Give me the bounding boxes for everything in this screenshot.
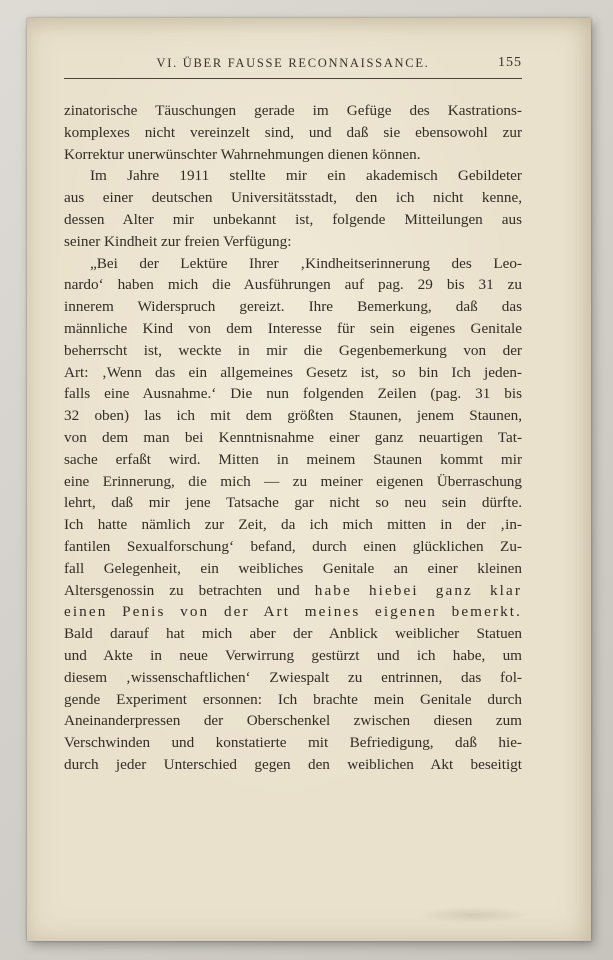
text-segment: und Akte in neue Verwirrung gestürzt und ich habe, um: [64, 646, 522, 664]
text-line: [64, 231, 522, 253]
ink-bleedthrough-mark: [419, 907, 529, 923]
text-line: [64, 144, 522, 166]
book-page: [27, 18, 591, 941]
running-title: VI. ÜBER FAUSSE RECONNAISSANCE.: [156, 56, 430, 70]
text-line: [64, 100, 522, 122]
text-segment: 32 oben) las ich mit dem größten Staunen, jenem Staunen,: [64, 407, 522, 425]
page-header: [64, 55, 522, 75]
text-line: [64, 383, 522, 405]
text-line: [64, 296, 522, 318]
text-line: [64, 623, 522, 645]
text-line: [64, 689, 522, 711]
text-segment: Altersgenossin zu betrachten und: [64, 581, 315, 599]
text-segment: Aneinanderpressen der Oberschenkel zwischen diesen zum: [64, 712, 522, 730]
text-line: [64, 427, 522, 449]
text-segment: durch jeder Unterschied gegen den weiblichen Akt beseitigt: [64, 755, 522, 773]
text-line: [64, 318, 522, 340]
text-line: [64, 580, 522, 602]
text-block: [64, 100, 522, 776]
text-segment: „Bei der Lektüre Ihrer ‚Kindheitserinnerung des Leo-: [90, 254, 522, 272]
text-segment: männliche Kind von dem Interesse für sein eigenes Genitale: [64, 319, 522, 337]
header-rule: [64, 78, 522, 79]
text-segment: Bald darauf hat mich aber der Anblick weiblicher Statuen: [64, 625, 522, 643]
text-line: [64, 492, 522, 514]
text-segment: eine Erinnerung, die mich — zu meiner eigenen Überraschung: [64, 472, 522, 490]
text-segment: beherrscht ist, weckte in mir die Gegenbemerkung von der: [64, 341, 522, 359]
text-segment: falls eine Ausnahme.‘ Die nun folgenden Zeilen (pag. 31 bis: [64, 385, 522, 403]
text-segment: dessen Alter mir unbekannt ist, folgende Mitteilungen aus: [64, 210, 522, 228]
paragraph: [64, 100, 522, 165]
text-line: [64, 187, 522, 209]
text-segment: diesem ‚wissenschaftlichen‘ Zwiespalt zu entrinnen, das fol-: [64, 668, 522, 686]
text-line: [64, 209, 522, 231]
text-segment: zinatorische Täuschungen gerade im Gefüge des Kastrations-: [64, 102, 522, 119]
text-line: [64, 667, 522, 689]
text-line: [64, 471, 522, 493]
text-segment: Verschwinden und konstatierte mit Befriedigung, daß hie-: [64, 734, 522, 752]
text-segment: fall Gelegenheit, ein weibliches Genitale an einer kleinen: [64, 559, 522, 577]
text-line: [64, 645, 522, 667]
text-line: [64, 601, 522, 623]
text-segment: von dem man bei Kenntnisnahme einer ganz neuartigen Tat-: [64, 428, 522, 446]
text-line: [64, 362, 522, 384]
text-segment: innerem Widerspruch gereizt. Ihre Bemerkung, daß das: [64, 298, 522, 316]
text-line: [64, 710, 522, 732]
text-segment: nardo‘ haben mich die Ausführungen auf pag. 29 bis 31 zu: [64, 276, 522, 294]
text-segment: Im Jahre 1911 stellte mir ein akademisch Gebildeter: [90, 167, 522, 185]
text-line: [64, 122, 522, 144]
text-line: [64, 274, 522, 296]
text-segment: aus einer deutschen Universitätsstadt, den ich nicht kenne,: [64, 189, 522, 207]
text-segment: sache erfaßt wird. Mitten in meinem Staunen kommt mir: [64, 450, 522, 468]
emphasized-spaced-text: habe hiebei ganz klar: [314, 581, 522, 599]
text-segment: komplexes nicht vereinzelt sind, und daß sie ebensowohl zur: [64, 123, 522, 141]
emphasized-spaced-text: einen Penis von der Art meines eigenen bemerkt.: [64, 603, 522, 621]
text-line: [64, 732, 522, 754]
text-segment: Ich hatte nämlich zur Zeit, da ich mich mitten in der ‚in-: [64, 516, 522, 534]
text-segment: lehrt, daß mir jene Tatsache gar nicht so neu sein dürfte.: [64, 494, 522, 512]
text-segment: seiner Kindheit zur freien Verfügung:: [64, 232, 292, 250]
text-line: [64, 165, 522, 187]
text-line: [64, 754, 522, 776]
text-segment: Art: ‚Wenn das ein allgemeines Gesetz ist, so bin Ich jeden-: [64, 363, 522, 381]
text-line: [64, 340, 522, 362]
paragraph: [64, 253, 522, 776]
paragraph: [64, 165, 522, 252]
text-line: [64, 449, 522, 471]
text-segment: gende Experiment ersonnen: Ich brachte mein Genitale durch: [64, 690, 522, 708]
text-line: [64, 536, 522, 558]
text-segment: Korrektur unerwünschter Wahrnehmungen dienen können.: [64, 145, 421, 163]
text-segment: fantilen Sexualforschung‘ befand, durch einen glücklichen Zu-: [64, 537, 522, 555]
text-line: [64, 514, 522, 536]
text-line: [64, 558, 522, 580]
page-number: 155: [498, 55, 522, 70]
text-line: [64, 253, 522, 275]
text-line: [64, 405, 522, 427]
